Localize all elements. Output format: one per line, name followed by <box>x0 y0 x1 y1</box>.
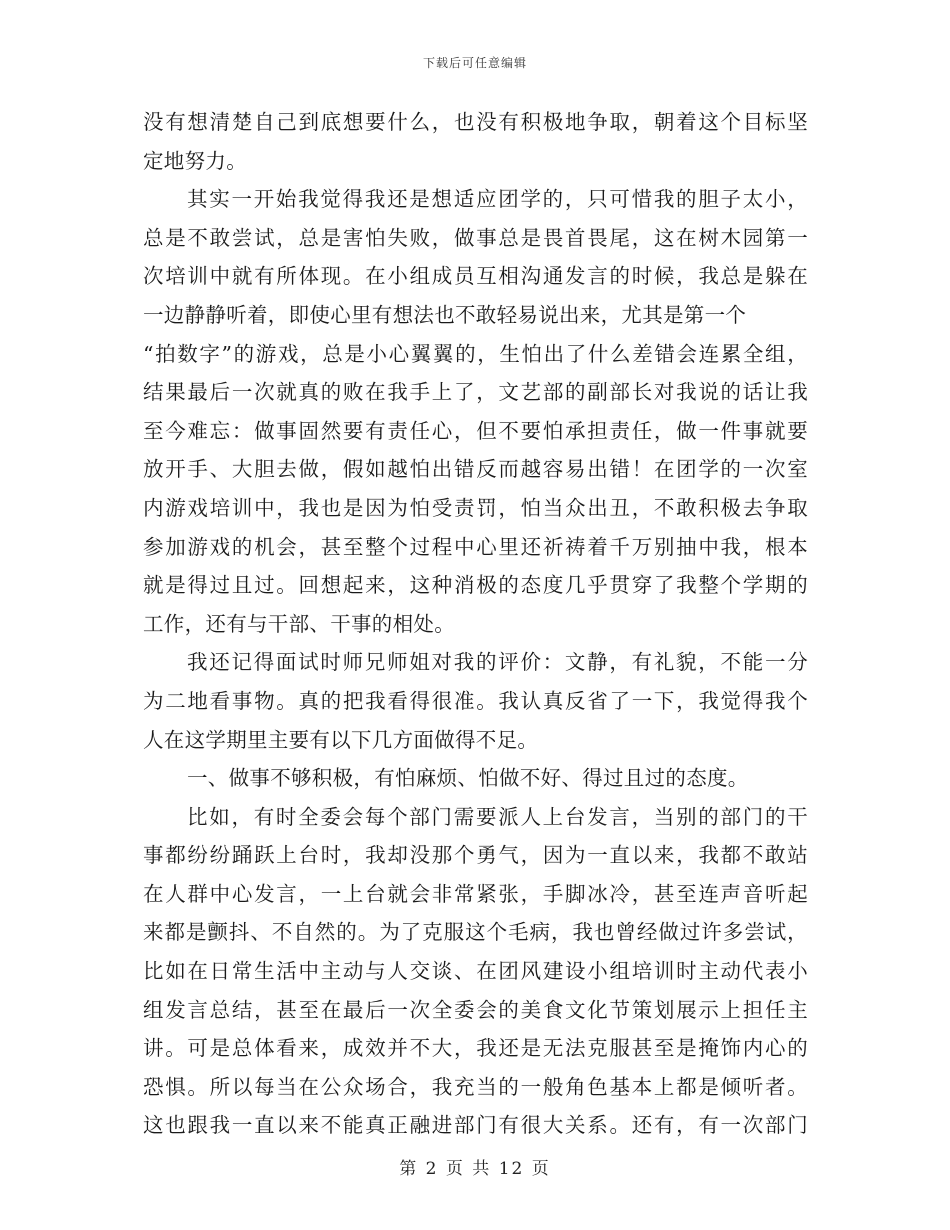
page-header <box>0 54 950 71</box>
text-line: 在人群中心发言，一上台就会非常紧张，手脚冰冷，甚至连声音听起 <box>143 881 808 906</box>
text-line: 比如在日常生活中主动与人交谈、在团风建设小组培训时主动代表小 <box>143 959 808 984</box>
text-line: 事都纷纷踊跃上台时，我却没那个勇气，因为一直以来，我都不敢站 <box>143 843 808 868</box>
document-body <box>143 103 808 1145</box>
text-line: 没有想清楚自己到底想要什么，也没有积极地争取，朝着这个目标坚 <box>143 110 808 134</box>
text-line: 结果最后一次就真的败在我手上了，文艺部的副部长对我说的话让我 <box>143 380 808 405</box>
text-line: 组发言总结，甚至在最后一次全委会的美食文化节策划展示上担任主 <box>143 997 808 1022</box>
text-line: 一边静静听着，即使心里有想法也不敢轻易说出来，尤其是第一个 <box>143 302 747 327</box>
text-line: 工作，还有与干部、干事的相处。 <box>143 611 455 636</box>
text-line: 其实一开始我觉得我还是想适应团学的，只可惜我的胆子太小， <box>187 187 808 212</box>
text-line: 一、做事不够积极，有怕麻烦、怕做不好、得过且过的态度。 <box>187 766 749 791</box>
text-line: “拍数字”的游戏，总是小心翼翼的，生怕出了什么差错会连累全组， <box>143 341 808 366</box>
text-line: 恐惧。所以每当在公众场合，我充当的一般角色基本上都是倾听者。 <box>143 1074 808 1099</box>
text-line: 至今难忘：做事固然要有责任心，但不要怕承担责任，做一件事就要 <box>143 418 808 443</box>
text-line: 放开手、大胆去做，假如越怕出错反而越容易出错！在团学的一次室 <box>143 457 808 482</box>
text-line: 讲。可是总体看来，成效并不大，我还是无法克服甚至是掩饰内心的 <box>143 1036 808 1061</box>
text-line: 来都是颤抖、不自然的。为了克服这个毛病，我也曾经做过许多尝试， <box>143 920 808 945</box>
text-line: 总是不敢尝试，总是害怕失败，做事总是畏首畏尾，这在树木园第一 <box>143 225 808 250</box>
text-line: 参加游戏的机会，甚至整个过程中心里还祈祷着千万别抽中我，根本 <box>143 534 808 559</box>
header-note: 下载后可任意编辑 <box>422 56 527 70</box>
text-line: 内游戏培训中，我也是因为怕受责罚，怕当众出丑，不敢积极去争取 <box>143 495 808 520</box>
page-footer <box>0 1154 950 1179</box>
text-line: 人在这学期里主要有以下几方面做得不足。 <box>143 727 539 752</box>
text-line: 为二地看事物。真的把我看得很准。我认真反省了一下，我觉得我个 <box>143 688 808 713</box>
text-line: 这也跟我一直以来不能真正融进部门有很大关系。还有，有一次部门 <box>143 1113 808 1138</box>
text-line: 我还记得面试时师兄师姐对我的评价：文静，有礼貌，不能一分 <box>187 650 808 675</box>
text-line: 比如，有时全委会每个部门需要派人上台发言，当别的部门的干 <box>187 804 808 829</box>
text-line: 次培训中就有所体现。在小组成员互相沟通发言的时候，我总是躲在 <box>143 264 808 289</box>
text-line: 定地努力。 <box>143 148 247 173</box>
page-number-label: 第 2 页 共 12 页 <box>399 1159 551 1179</box>
text-line: 就是得过且过。回想起来，这种消极的态度几乎贯穿了我整个学期的 <box>143 573 808 598</box>
